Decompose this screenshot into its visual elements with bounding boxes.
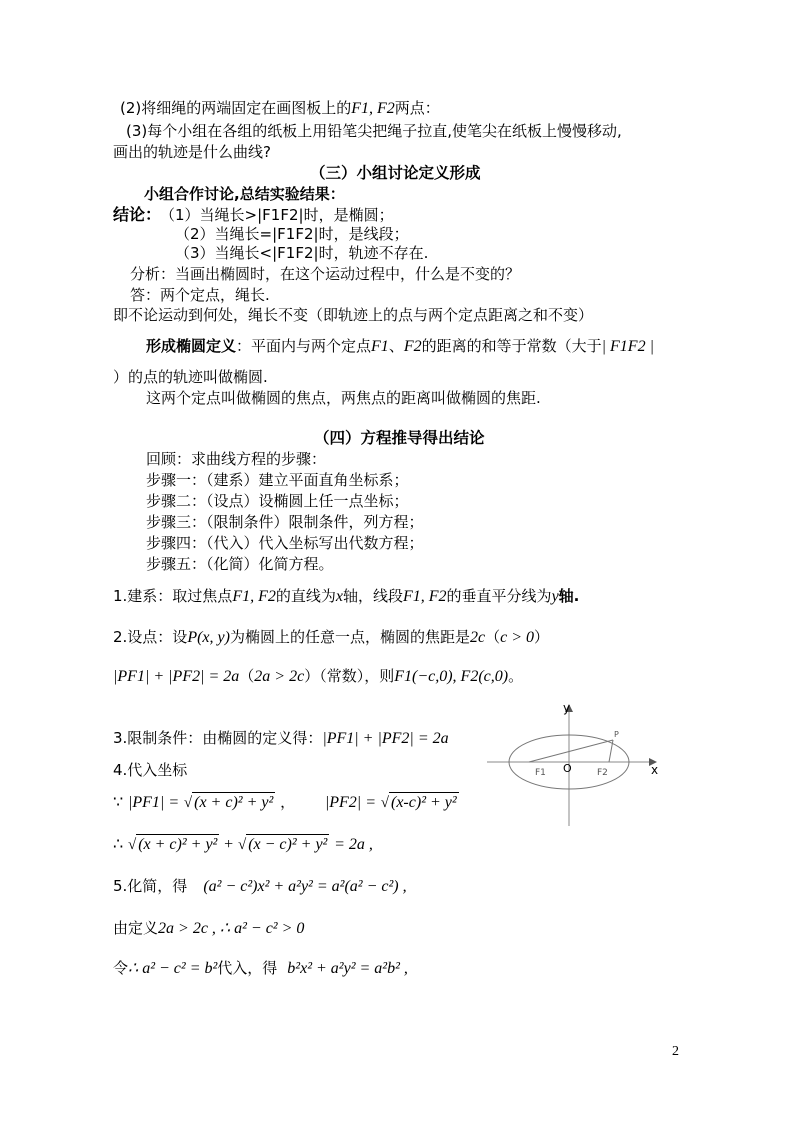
derivation-2-b: 为椭圆上的任意一点，椭圆的焦距是 <box>229 628 470 646</box>
def-abs-f1f2: | F1F2 | <box>601 338 654 355</box>
d1-segment: F1, F2 <box>403 588 447 605</box>
d1-foci: F1, F2 <box>232 588 276 605</box>
derivation-7 <box>113 958 408 979</box>
page-number: 2 <box>672 1044 679 1059</box>
derivation-4-equation <box>113 834 373 855</box>
d3-sum-eq: |PF1| + |PF2| = 2a <box>322 730 449 747</box>
spacer: ， <box>280 793 296 811</box>
derivation-2-c: （ <box>485 628 501 646</box>
sqrt-sign-1: √ <box>183 795 193 811</box>
pf1-radicand: (x + c)² + y² <box>194 794 274 811</box>
derivation-6 <box>113 918 304 939</box>
derivation-4-distances <box>113 792 459 813</box>
derivation-2 <box>113 627 549 648</box>
d2-cpos: c > 0 <box>500 629 534 646</box>
segment-pf2 <box>609 740 613 762</box>
therefore-symbol: ∴ <box>113 836 124 853</box>
answer-text: 答：两个定点，绳长. <box>130 286 270 304</box>
step-four: 步骤四：（代入）代入坐标写出代数方程； <box>146 534 424 552</box>
d2-2a-gt: 2a > 2c <box>254 668 305 685</box>
section-4-heading: （四）方程推导得出结论 <box>314 429 485 447</box>
definition-label: 形成椭圆定义 <box>146 337 237 355</box>
simplified-equation: (a² − c²)x² + a²y² = a²(a² − c²) , <box>203 878 407 895</box>
equals-2a: = 2a , <box>334 836 373 853</box>
d2-point: P(x, y) <box>187 629 230 646</box>
step-five: 步骤五：（化简）化简方程。 <box>146 555 334 573</box>
origin-label: O <box>563 762 572 775</box>
derivation-1-b: 的直线为 <box>275 587 336 605</box>
d2-foci-coords: F1(−c,0), F2(c,0) <box>394 668 509 685</box>
f2-label: F2 <box>597 768 608 778</box>
step-2-text: (2)将细绳的两端固定在画图板上的 <box>120 99 352 117</box>
derivation-2-a: 2.设点：设 <box>113 628 188 646</box>
section-3-subheading: 小组合作讨论,总结实验结果： <box>144 185 345 203</box>
derivation-2b-c: 。 <box>508 667 524 685</box>
derivation-2-d: ） <box>534 628 550 646</box>
step-3-cont: 画出的轨迹是什么曲线? <box>113 143 271 161</box>
pf2-label: |PF2| = <box>324 794 376 811</box>
definition-text-3: ）的点的轨迹叫做椭圆. <box>113 368 268 386</box>
because-symbol: ∵ <box>113 794 124 811</box>
radicand-2: (x − c)² + y² <box>248 836 328 853</box>
d2-sum-eq: |PF1| + |PF2| = 2a <box>113 668 240 685</box>
derivation-5-a: 5.化简，得 <box>113 877 188 895</box>
derivation-2b-a: （ <box>239 667 255 685</box>
definition-text-4: 这两个定点叫做椭圆的焦点，两焦点的距离叫做椭圆的焦距. <box>146 389 541 407</box>
derivation-1-e: 轴. <box>558 587 580 605</box>
ellipse-definition: 形成椭圆定义：平面内与两个定点F1、F2的距离的和等于常数（大于| F1F2 | <box>146 337 654 355</box>
derivation-6-a: 由定义 <box>113 919 159 937</box>
step-2-tail: 两点： <box>394 99 440 117</box>
conclusion-3: （3）当绳长<|F1F2|时，轨迹不存在. <box>175 244 429 262</box>
substitution: ∴ a² − c² = b² <box>128 960 218 977</box>
d1-x: x <box>335 588 343 605</box>
step-3-line: (3)每个小组在各组的纸板上用铅笔尖把绳子拉直,使笔尖在纸板上慢慢移动, <box>126 122 622 140</box>
def-f2: F2 <box>403 338 422 355</box>
step-2-line <box>120 98 440 119</box>
step-three: 步骤三：（限制条件）限制条件，列方程； <box>146 513 424 531</box>
section-3-heading: （三）小组讨论定义形成 <box>310 164 481 182</box>
def-f1: F1 <box>371 338 389 355</box>
plus-sign: + <box>224 836 234 853</box>
radicand-1: (x + c)² + y² <box>138 836 218 853</box>
segment-pf1 <box>529 740 613 762</box>
foci-f1f2: F1, F2 <box>351 100 395 117</box>
derivation-4: 4.代入坐标 <box>113 761 188 779</box>
derivation-3-a: 3.限制条件：由椭圆的定义得： <box>113 729 323 747</box>
derivation-3 <box>113 728 449 749</box>
conclusion-label: 结论： <box>113 205 162 224</box>
definition-text-1: ：平面内与两个定点 <box>236 337 372 355</box>
step-one: 步骤一：（建系）建立平面直角坐标系； <box>146 471 409 489</box>
d2-2c: 2c <box>469 629 486 646</box>
ellipse-figure <box>485 700 665 830</box>
final-equation: b²x² + a²y² = a²b² , <box>287 960 408 977</box>
step-two: 步骤二：（设点）设椭圆上任一点坐标； <box>146 492 409 510</box>
derivation-2b-b: ）（常数），则 <box>304 667 395 685</box>
derivation-7-b: 代入，得 <box>217 959 278 977</box>
derivation-1-a: 1.建系：取过焦点 <box>113 587 233 605</box>
d1-y: y <box>551 588 559 605</box>
sqrt-sign-3: √ <box>127 837 137 853</box>
conclusion-2: （2）当绳长=|F1F2|时，是线段； <box>175 225 409 243</box>
analysis-text: 分析：当画出椭圆时，在这个运动过程中，什么是不变的？ <box>130 265 521 283</box>
derivation-2b <box>113 666 523 687</box>
pf1-label: |PF1| = <box>127 794 180 811</box>
sqrt-sign-4: √ <box>237 837 247 853</box>
derivation-1 <box>113 586 579 607</box>
x-axis-label: x <box>651 763 659 777</box>
definition-text-2: 的距离的和等于常数（大于 <box>421 337 602 355</box>
derivation-5 <box>113 876 407 897</box>
definition-inequality: 2a > 2c , ∴ a² − c² > 0 <box>158 920 305 937</box>
y-axis-label: y <box>563 701 571 715</box>
derivation-1-c: 轴，线段 <box>342 587 403 605</box>
sqrt-sign-2: √ <box>380 795 389 811</box>
review-text: 回顾：求曲线方程的步骤： <box>146 450 327 468</box>
conclusion-1: （1）当绳长>|F1F2|时，是椭圆； <box>160 206 394 224</box>
derivation-7-a: 令 <box>113 959 129 977</box>
derivation-1-d: 的垂直平分线为 <box>446 587 552 605</box>
f1-label: F1 <box>535 768 546 778</box>
pf2-radicand: (x-c)² + y² <box>391 794 457 811</box>
p-label: P <box>614 730 619 739</box>
invariant-text: 即不论运动到何处，绳长不变（即轨迹上的点与两个定点距离之和不变） <box>113 306 594 324</box>
